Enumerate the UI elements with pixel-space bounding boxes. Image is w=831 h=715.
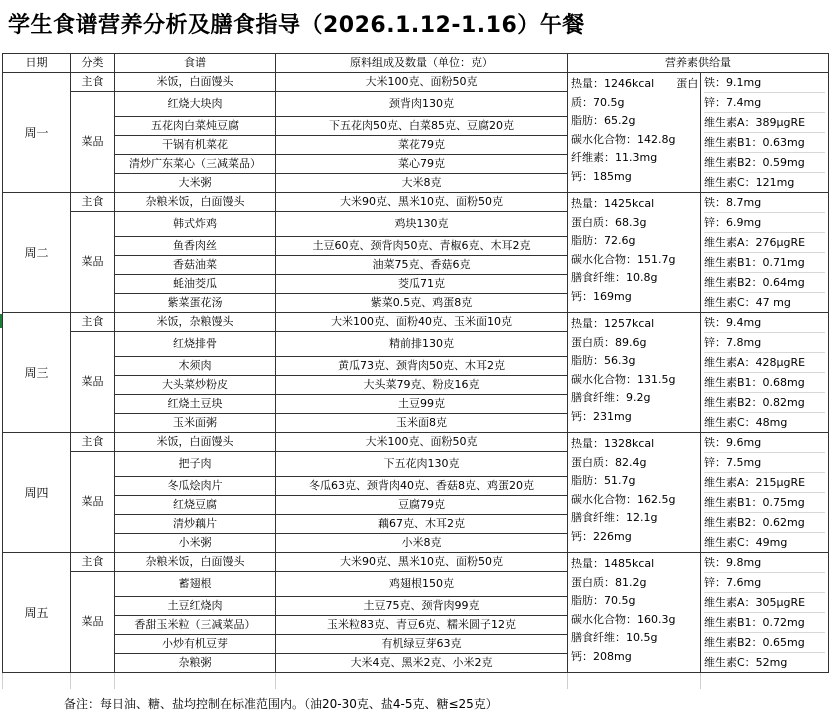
dish-cell: 紫菜蛋花汤 (115, 294, 276, 313)
ingredients-cell: 有机绿豆芽63克 (276, 635, 568, 654)
ingredients-cell: 土豆75克、颈背肉99克 (276, 597, 568, 616)
dish-cell: 小米粥 (115, 534, 276, 553)
category-cell: 菜品 (71, 92, 115, 193)
nutrient-value: 钙：226mg (571, 529, 632, 543)
day-cell: 周五 (3, 553, 71, 673)
nutrient-value: 维生素B2：0.59mg (704, 153, 825, 173)
dish-cell: 杂粮粥 (115, 654, 276, 673)
category-cell: 菜品 (71, 572, 115, 673)
nutrient-value: 铁：9.4mg (704, 313, 825, 333)
nutrition-minerals (701, 73, 829, 193)
nutrient-value: 锌：7.8mg (704, 333, 825, 353)
nutrient-value: 维生素B1：0.71mg (704, 253, 825, 273)
nutrient-value: 维生素B2：0.65mg (704, 633, 825, 653)
dish-cell: 红烧排骨 (115, 332, 276, 357)
nutrient-value: 脂肪：72.6g (571, 234, 636, 247)
ingredients-cell: 大米4克、黑米2克、小米2克 (276, 654, 568, 673)
dish-cell: 红烧大块肉 (115, 92, 276, 117)
nutrient-value: 纤维素：11.3mg (571, 151, 658, 164)
category-cell: 菜品 (71, 212, 115, 313)
table-row (3, 433, 829, 452)
nutrient-value: 膳食纤维：9.2g (571, 391, 651, 404)
nutrient-value: 碳水化合物：162.5g (571, 492, 676, 506)
category-cell: 主食 (71, 193, 115, 212)
category-cell: 主食 (71, 313, 115, 332)
nutrient-value: 维生素A：215μgRE (704, 473, 825, 493)
header-dish: 食谱 (115, 54, 276, 73)
nutrition-main (568, 73, 701, 193)
blank-cell (276, 673, 568, 690)
nutrient-value: 碳水化合物：151.7g (571, 252, 676, 266)
dish-cell: 大米粥 (115, 174, 276, 193)
nutrition-minerals (701, 313, 829, 433)
nutrient-value: 碳水化合物：160.3g (571, 612, 676, 626)
header-nutrition: 营养素供给量 (568, 54, 829, 73)
dish-cell: 杂粮米饭，白面馒头 (115, 193, 276, 212)
dish-cell: 米饭，白面馒头 (115, 433, 276, 452)
dish-cell: 杂粮米饭，白面馒头 (115, 553, 276, 572)
ingredients-cell: 颈背肉130克 (276, 92, 568, 117)
nutrient-value: 锌：7.5mg (704, 453, 825, 473)
nutrient-value: 碳水化合物：142.8g (571, 132, 676, 146)
ingredients-cell: 大米100克、面粉40克、玉米面10克 (276, 313, 568, 332)
blank-cell (115, 673, 276, 690)
nutrient-value: 维生素B1：0.72mg (704, 613, 825, 633)
dish-cell: 韩式炸鸡 (115, 212, 276, 237)
ingredients-cell: 菜花79克 (276, 136, 568, 155)
ingredients-cell: 茭瓜71克 (276, 275, 568, 294)
dish-cell: 清炒藕片 (115, 515, 276, 534)
nutrient-value: 维生素C：49mg (704, 536, 788, 549)
dish-cell: 香菇油菜 (115, 256, 276, 275)
blank-row (3, 673, 829, 690)
header-day: 日期 (3, 54, 71, 73)
nutrient-value: 膳食纤维：10.5g (571, 631, 658, 644)
header-category: 分类 (71, 54, 115, 73)
ingredients-cell: 大米90克、黑米10克、面粉50克 (276, 193, 568, 212)
nutrient-value: 铁：9.1mg (704, 73, 825, 93)
day-cell: 周四 (3, 433, 71, 553)
dish-cell: 米饭，白面馒头 (115, 73, 276, 92)
nutrient-value: 蛋白质：81.2g (571, 575, 647, 589)
category-cell: 菜品 (71, 332, 115, 433)
dish-cell: 清炒广东菜心（三减菜品） (115, 155, 276, 174)
nutrient-value: 维生素B1：0.68mg (704, 373, 825, 393)
nutrient-value: 钙：231mg (571, 409, 632, 423)
nutrition-main (568, 433, 701, 553)
ingredients-cell: 菜心79克 (276, 155, 568, 174)
dish-cell: 蚝油茭瓜 (115, 275, 276, 294)
ingredients-cell: 大米8克 (276, 174, 568, 193)
ingredients-cell: 下五花肉50克、白菜85克、豆腐20克 (276, 117, 568, 136)
nutrient-value: 脂肪：70.5g (571, 594, 636, 607)
ingredients-cell: 土豆99克 (276, 395, 568, 414)
nutrient-value: 维生素A：389μgRE (704, 113, 825, 133)
nutrition-minerals (701, 193, 829, 313)
nutrition-main (568, 313, 701, 433)
day-cell: 周二 (3, 193, 71, 313)
ingredients-cell: 大米100克、面粉50克 (276, 73, 568, 92)
ingredients-cell: 土豆60克、颈背肉50克、青椒6克、木耳2克 (276, 237, 568, 256)
dish-cell: 大头菜炒粉皮 (115, 376, 276, 395)
table-row (3, 553, 829, 572)
nutrient-value: 热量：1328kcal (571, 437, 655, 450)
dish-cell: 香甜玉米粒（三减菜品） (115, 616, 276, 635)
nutrient-value: 维生素A：428μgRE (704, 353, 825, 373)
blank-cell (701, 673, 829, 690)
nutrient-value: 维生素C：48mg (704, 416, 788, 429)
ingredients-cell: 鸡翅根150克 (276, 572, 568, 597)
table-row (3, 73, 829, 92)
dish-cell: 五花肉白菜炖豆腐 (115, 117, 276, 136)
nutrition-main (568, 553, 701, 673)
ingredients-cell: 小米8克 (276, 534, 568, 553)
menu-table (2, 53, 829, 689)
nutrient-value: 碳水化合物：131.5g (571, 372, 676, 386)
footnote: 备注：每日油、糖、盐均控制在标准范围内。（油20-30克、盐4-5克、糖≤25克） (64, 697, 498, 711)
nutrient-value: 热量：1246kcal 蛋白 (571, 77, 699, 90)
nutrient-value: 热量：1425kcal (571, 197, 655, 210)
dish-cell: 蓄翅根 (115, 572, 276, 597)
nutrient-value: 热量：1257kcal (571, 317, 655, 330)
nutrient-value: 钙：185mg (571, 169, 632, 183)
nutrient-value: 维生素B2：0.64mg (704, 273, 825, 293)
nutrition-main (568, 193, 701, 313)
nutrient-value: 蛋白质：89.6g (571, 335, 647, 349)
dish-cell: 玉米面粥 (115, 414, 276, 433)
nutrition-minerals (701, 553, 829, 673)
ingredients-cell: 豆腐79克 (276, 496, 568, 515)
nutrient-value: 脂肪：65.2g (571, 114, 636, 127)
nutrient-value: 膳食纤维：12.1g (571, 511, 658, 524)
ingredients-cell: 鸡块130克 (276, 212, 568, 237)
category-cell: 主食 (71, 433, 115, 452)
nutrient-value: 铁：9.8mg (704, 553, 825, 573)
nutrient-value: 维生素C：121mg (704, 176, 795, 189)
nutrient-value: 脂肪：56.3g (571, 354, 636, 367)
dish-cell: 把子肉 (115, 452, 276, 477)
dish-cell: 土豆红烧肉 (115, 597, 276, 616)
dish-cell: 小炒有机豆芽 (115, 635, 276, 654)
nutrient-value: 维生素A：276μgRE (704, 233, 825, 253)
nutrient-value: 锌：7.6mg (704, 573, 825, 593)
blank-cell (71, 673, 115, 690)
nutrient-value: 维生素B2：0.82mg (704, 393, 825, 413)
header-row (3, 54, 829, 73)
day-cell: 周三 (3, 313, 71, 433)
dish-cell: 鱼香肉丝 (115, 237, 276, 256)
ingredients-cell: 油菜75克、香菇6克 (276, 256, 568, 275)
page-title: 学生食谱营养分析及膳食指导（2026.1.12-1.16）午餐 (8, 13, 585, 38)
category-cell: 主食 (71, 73, 115, 92)
nutrient-value: 维生素B1：0.63mg (704, 133, 825, 153)
nutrient-value: 蛋白质：82.4g (571, 455, 647, 469)
dish-cell: 木须肉 (115, 357, 276, 376)
ingredients-cell: 玉米粒83克、青豆6克、糯米圆子12克 (276, 616, 568, 635)
table-row (3, 313, 829, 332)
category-cell: 菜品 (71, 452, 115, 553)
header-ingredients: 原料组成及数量（单位：克） (276, 54, 568, 73)
ingredients-cell: 黄瓜73克、颈背肉50克、木耳2克 (276, 357, 568, 376)
dish-cell: 红烧土豆块 (115, 395, 276, 414)
ingredients-cell: 大米90克、黑米10克、面粉50克 (276, 553, 568, 572)
blank-cell (3, 673, 71, 690)
nutrient-value: 锌：6.9mg (704, 213, 825, 233)
ingredients-cell: 精前排130克 (276, 332, 568, 357)
nutrient-value: 脂肪：51.7g (571, 474, 636, 487)
ingredients-cell: 大米100克、面粉50克 (276, 433, 568, 452)
dish-cell: 干锅有机菜花 (115, 136, 276, 155)
ingredients-cell: 藕67克、木耳2克 (276, 515, 568, 534)
dish-cell: 红烧豆腐 (115, 496, 276, 515)
ingredients-cell: 冬瓜63克、颈背肉40克、香菇8克、鸡蛋20克 (276, 477, 568, 496)
nutrient-value: 铁：8.7mg (704, 193, 825, 213)
nutrient-value: 热量：1485kcal (571, 557, 655, 570)
dish-cell: 冬瓜烩肉片 (115, 477, 276, 496)
nutrient-value: 锌：7.4mg (704, 93, 825, 113)
nutrient-value: 膳食纤维：10.8g (571, 271, 658, 284)
nutrient-value: 维生素C：47 mg (704, 296, 791, 309)
blank-cell (568, 673, 701, 690)
table-row (3, 193, 829, 212)
ingredients-cell: 大头菜79克、粉皮16克 (276, 376, 568, 395)
category-cell: 主食 (71, 553, 115, 572)
ingredients-cell: 下五花肉130克 (276, 452, 568, 477)
nutrient-value: 质：70.5g (571, 95, 625, 109)
nutrient-value: 钙：169mg (571, 289, 632, 303)
nutrient-value: 维生素B2：0.62mg (704, 513, 825, 533)
nutrient-value: 维生素C：52mg (704, 656, 788, 669)
nutrient-value: 维生素B1：0.75mg (704, 493, 825, 513)
menu-body (3, 73, 829, 690)
nutrient-value: 钙：208mg (571, 649, 632, 663)
nutrient-value: 铁：9.6mg (704, 433, 825, 453)
nutrient-value: 蛋白质：68.3g (571, 215, 647, 229)
ingredients-cell: 紫菜0.5克、鸡蛋8克 (276, 294, 568, 313)
dish-cell: 米饭，杂粮馒头 (115, 313, 276, 332)
nutrition-minerals (701, 433, 829, 553)
nutrient-value: 维生素A：305μgRE (704, 593, 825, 613)
day-cell: 周一 (3, 73, 71, 193)
ingredients-cell: 玉米面8克 (276, 414, 568, 433)
